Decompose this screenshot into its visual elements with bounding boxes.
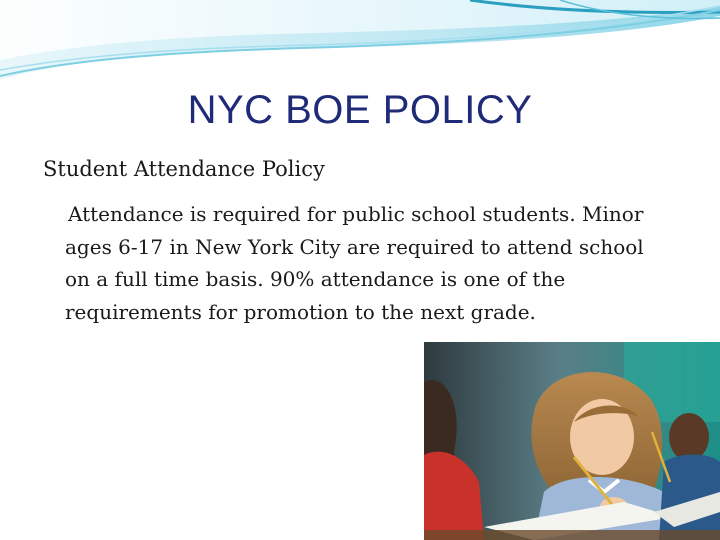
- students-writing-photo: [424, 342, 720, 540]
- section-heading: Student Attendance Policy: [43, 157, 325, 181]
- decorative-wave-banner: [0, 0, 720, 90]
- slide-title: NYC BOE POLICY: [187, 88, 533, 132]
- policy-body-text: Attendance is required for public school students. Minor ages 6-17 in New York City are required to attend school on a full time basis. 90% attendance is one of the requirements for promotion to the next grade.: [65, 202, 644, 324]
